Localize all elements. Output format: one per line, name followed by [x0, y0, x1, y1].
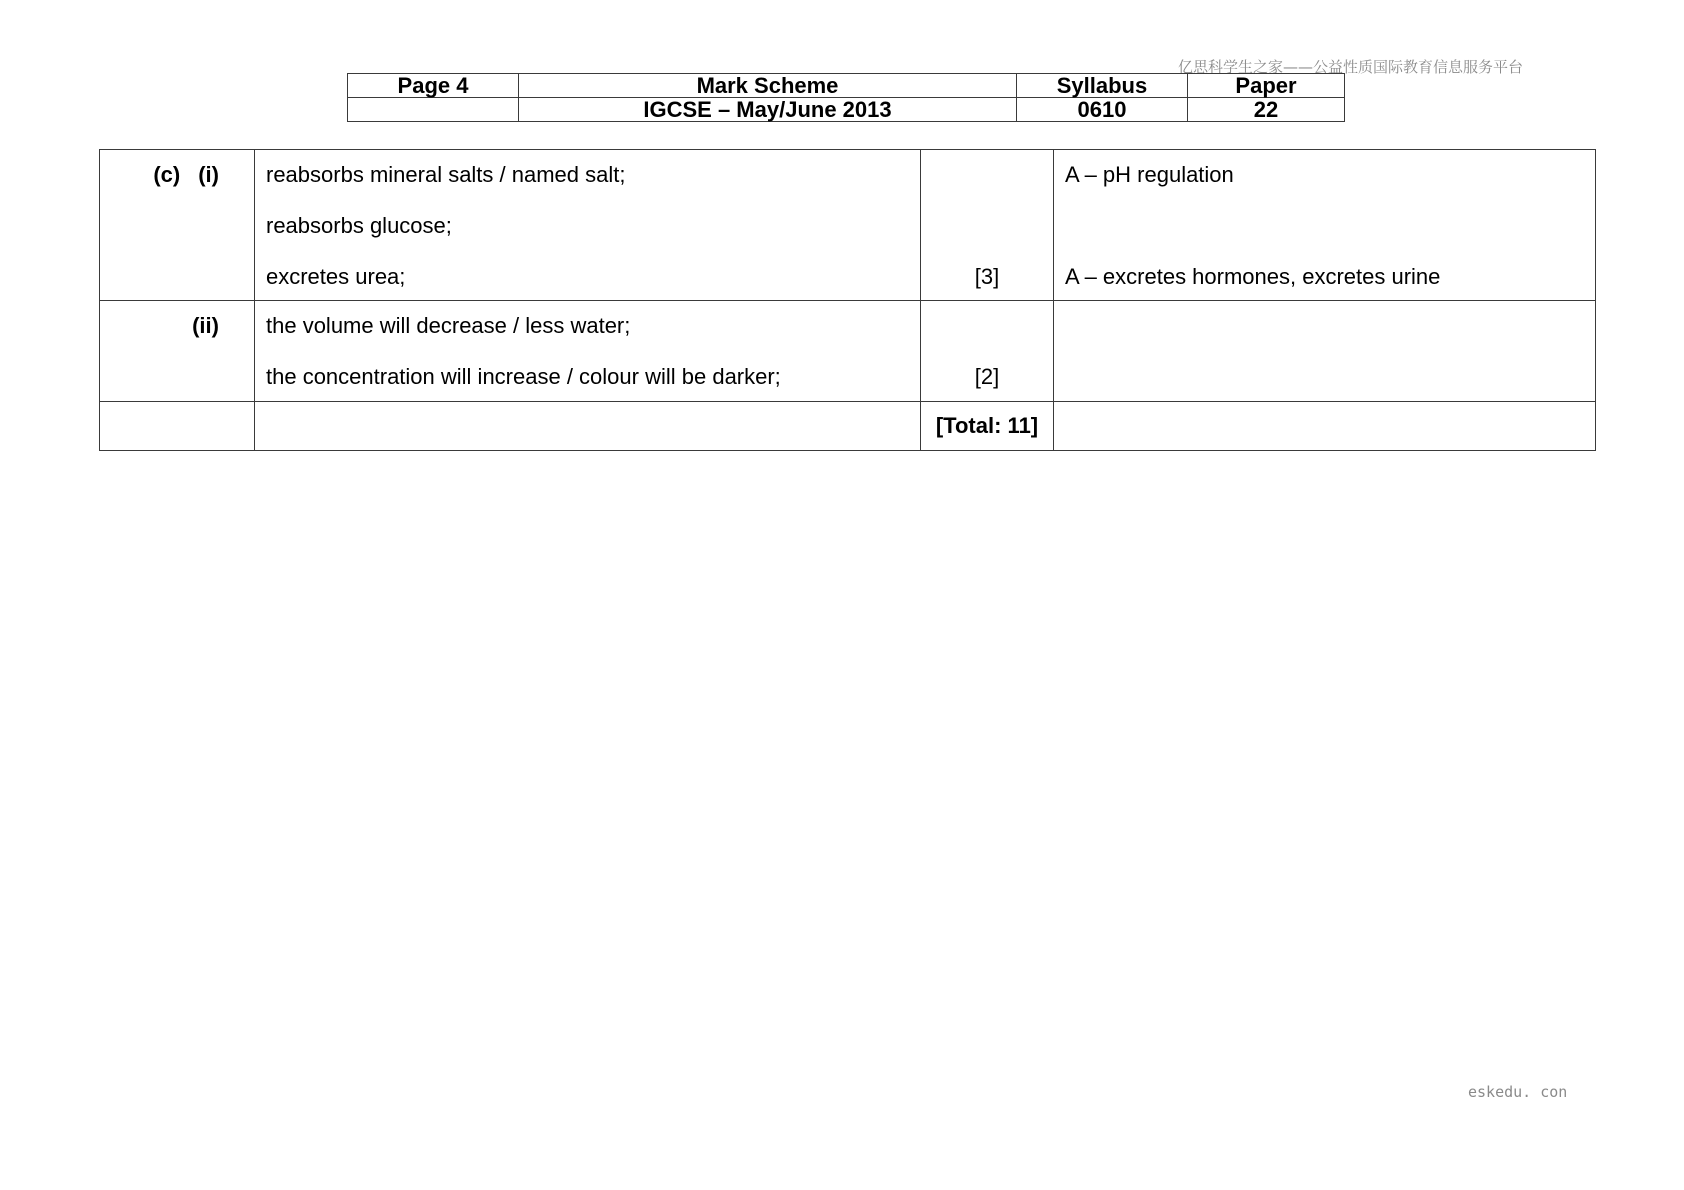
answer-cell [255, 301, 921, 402]
header-paper-number: 22 [1188, 98, 1345, 122]
guidance-line: A – pH regulation [1065, 162, 1234, 187]
header-syllabus-label: Syllabus [1017, 74, 1188, 98]
header-paper-label: Paper [1188, 74, 1345, 98]
answer-line: the concentration will increase / colour will be darker; [266, 364, 781, 389]
empty-cell [100, 402, 255, 451]
answer-line: reabsorbs glucose; [266, 213, 452, 238]
table-row [100, 150, 1596, 301]
question-subpart: (i) [198, 162, 219, 187]
header-title: Mark Scheme [519, 74, 1017, 98]
mark-scheme-table [99, 149, 1596, 451]
answer-cell [255, 150, 921, 301]
question-part: (c) [153, 162, 181, 187]
answer-line: reabsorbs mineral salts / named salt; [266, 162, 626, 187]
header-table [347, 73, 1345, 122]
answer-line: excretes urea; [266, 264, 406, 289]
header-syllabus-code: 0610 [1017, 98, 1188, 122]
table-row [100, 402, 1596, 451]
table-row [100, 301, 1596, 402]
total-marks: [Total: 11] [921, 402, 1054, 451]
marks-cell: [2] [921, 301, 1054, 402]
question-number-cell [100, 301, 255, 402]
guidance-cell [1054, 301, 1596, 402]
question-number-cell [100, 150, 255, 301]
question-subpart: (ii) [192, 313, 219, 338]
header-row-1 [348, 74, 1345, 98]
header-page-value [348, 98, 519, 122]
header-exam-session: IGCSE – May/June 2013 [519, 98, 1017, 122]
guidance-line: A – excretes hormones, excretes urine [1065, 264, 1441, 289]
watermark-bottom: eskedu. con [1468, 1083, 1568, 1101]
answer-line: the volume will decrease / less water; [266, 313, 631, 338]
header-row-2 [348, 98, 1345, 122]
empty-cell [1054, 402, 1596, 451]
marks-cell: [3] [921, 150, 1054, 301]
header-page-label: Page 4 [348, 74, 519, 98]
watermark-top: 亿思科学生之家——公益性质国际教育信息服务平台 [1178, 58, 1524, 76]
guidance-cell [1054, 150, 1596, 301]
empty-cell [255, 402, 921, 451]
